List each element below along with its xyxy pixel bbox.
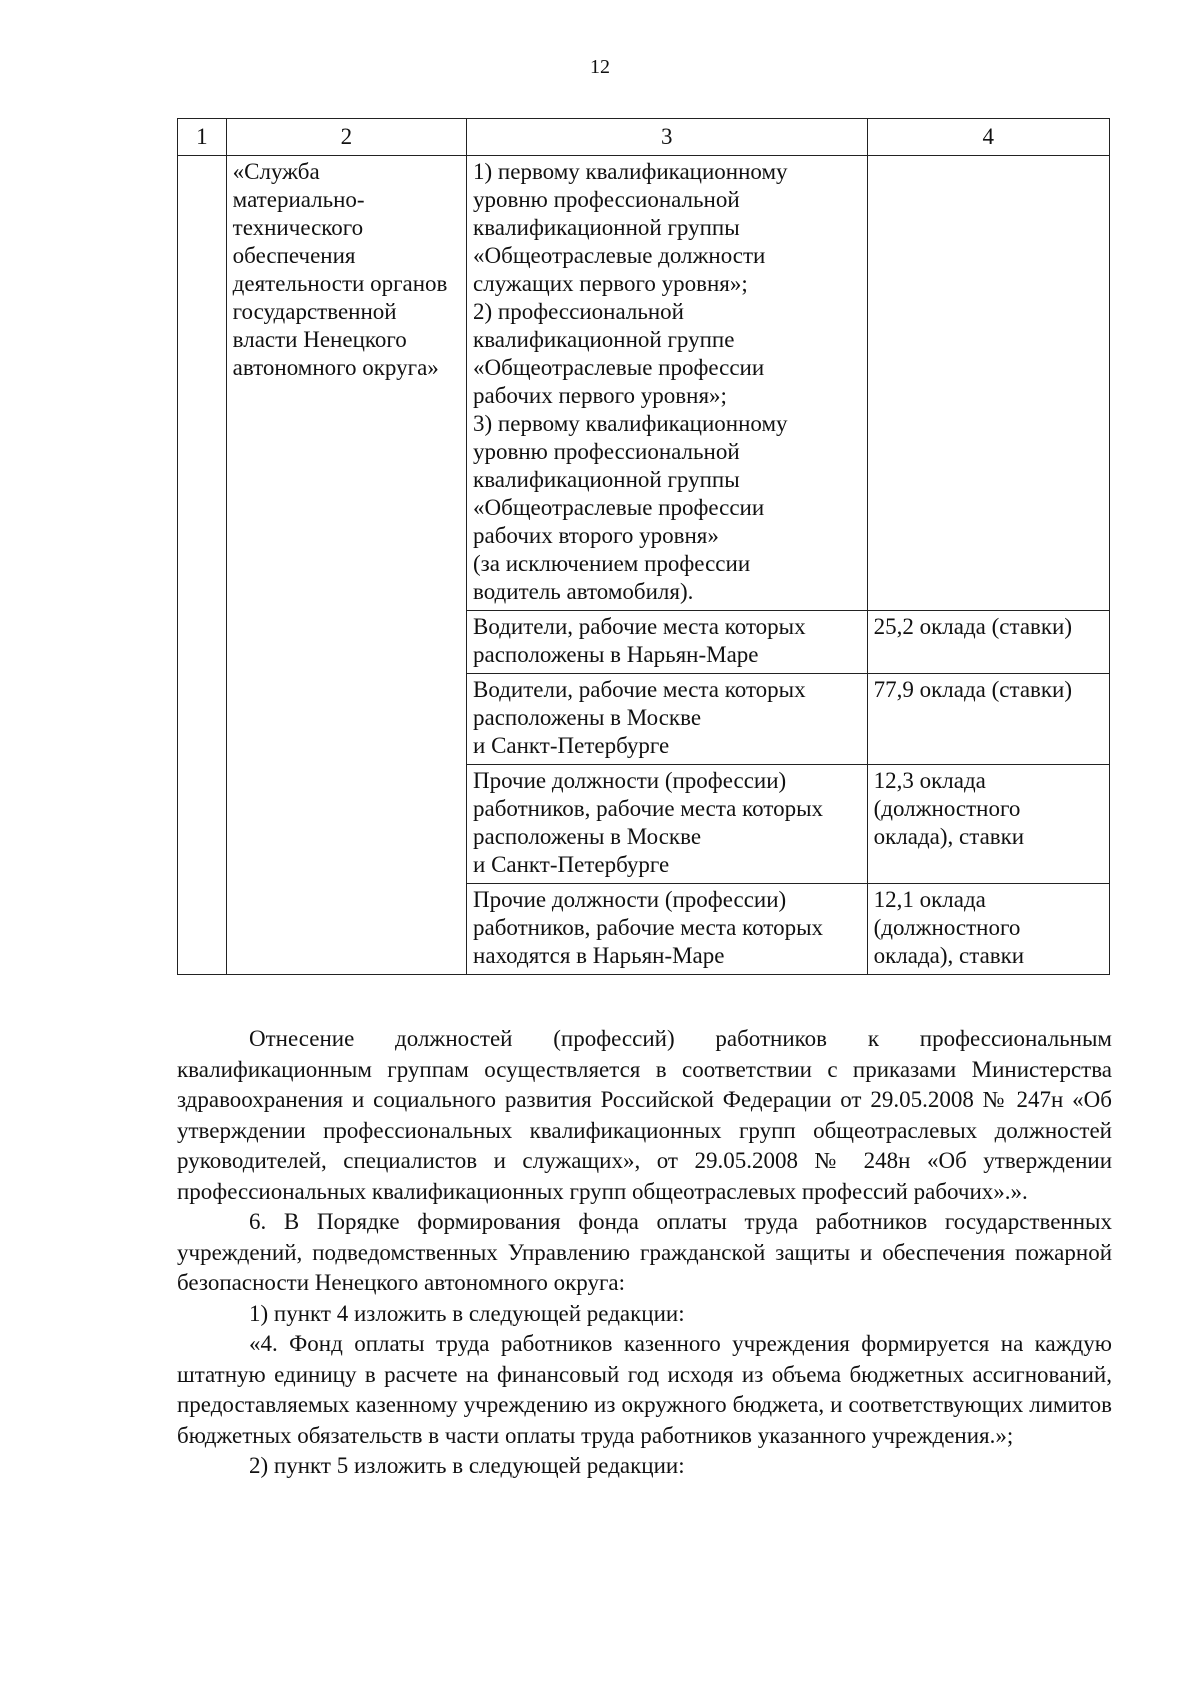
paragraph-classification-reference: Отнесение должностей (профессий) работников к профессиональным квалификационным группам осуществляется в соответствии с приказами Министерства здравоохранения и социального развития Российской Федерации от 29.05.2008 № 247н «Об утверждении профессиональных квалификационных групп общеотраслевых должностей руководителей, специалистов и служащих», от 29.05.2008 № 248н «Об утверждении профессиональных квалификационных групп общеотраслевых профессий рабочих».». [177,1026,1112,1204]
organization-name-cell: «Служба материально- технического обеспечения деятельности органов государственной власти Ненецкого автономного округа» [226,156,466,975]
coefficient-cell: 12,3 оклада (должностного оклада), ставки [867,765,1109,884]
header-cell-1: 1 [178,119,227,156]
position-group-cell: Прочие должности (профессии) работников, рабочие места которых находятся в Нарьян-Маре [467,884,868,975]
position-group-cell: 1) первому квалификационному уровню профессиональной квалификационной группы «Общеотраслевые должности служащих первого уровня»; 2) профессиональной квалификационной группе «Общеотраслевые профессии рабочих первого уровня»; 3) первому квалификационному уровню профессиональной квалификационной группы «Общеотраслевые профессии рабочих второго уровня» (за исключением профессии водитель автомобиля). [467,156,868,611]
position-group-cell: Прочие должности (профессии) работников, рабочие места которых расположены в Москве и Санкт-Петербурге [467,765,868,884]
table-header-row [178,119,1110,156]
paragraph-item-4-text: «4. Фонд оплаты труда работников казенного учреждения формируется на каждую штатную единицу в расчете на финансовый год исходя из объема бюджетных ассигнований, предоставляемых казенному учреждению из окружного бюджета, и соответствующих лимитов бюджетных обязательств в части оплаты труда работников указанного учреждения.»; [177,1331,1112,1448]
row-number-cell [178,156,227,975]
coefficient-cell: 77,9 оклада (ставки) [867,674,1109,765]
coefficient-cell [867,156,1109,611]
document-body [177,1024,1112,1482]
position-group-cell: Водители, рабочие места которых расположены в Нарьян-Маре [467,611,868,674]
header-cell-2: 2 [226,119,466,156]
paragraph-item-6: 6. В Порядке формирования фонда оплаты труда работников государственных учреждений, подведомственных Управлению гражданской защиты и обеспечения пожарной безопасности Ненецкого автономного округа: [177,1209,1112,1295]
table-row [178,156,1110,611]
coefficient-cell: 25,2 оклада (ставки) [867,611,1109,674]
header-cell-4: 4 [867,119,1109,156]
salary-table [177,118,1110,975]
paragraph-subitem-1: 1) пункт 4 изложить в следующей редакции: [249,1300,685,1326]
header-cell-3: 3 [467,119,868,156]
paragraph-subitem-2: 2) пункт 5 изложить в следующей редакции: [249,1453,685,1478]
position-group-cell: Водители, рабочие места которых расположены в Москве и Санкт-Петербурге [467,674,868,765]
page-number: 12 [590,56,610,78]
coefficient-cell: 12,1 оклада (должностного оклада), ставки [867,884,1109,975]
